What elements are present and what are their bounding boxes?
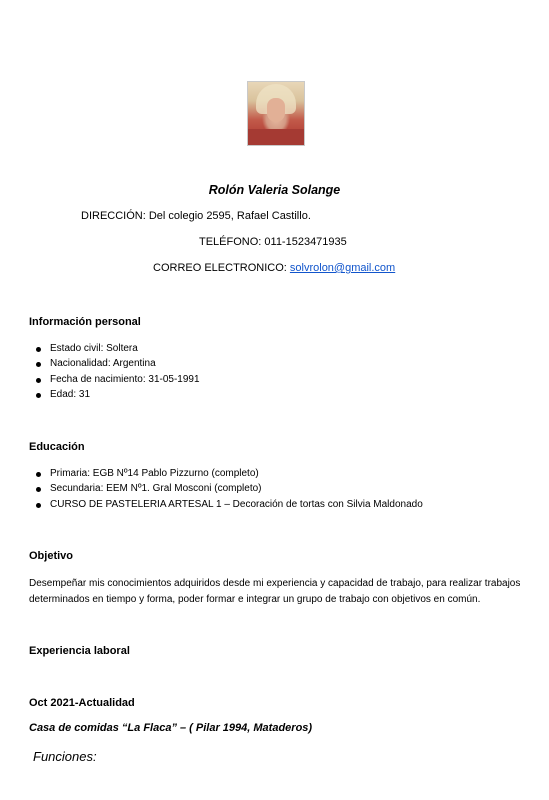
functions-label: Funciones:: [33, 749, 97, 764]
objective-heading: Objetivo: [29, 550, 74, 562]
job-period: Oct 2021-Actualidad: [29, 697, 135, 709]
candidate-name: Rolón Valeria Solange: [208, 183, 341, 197]
list-item: Edad: 31: [29, 387, 200, 402]
personal-info-heading: Información personal: [29, 316, 141, 328]
list-item: CURSO DE PASTELERIA ARTESAL 1 – Decoración de tortas con Silvia Maldonado: [29, 497, 423, 512]
list-item: Secundaria: EEM Nº1. Gral Mosconi (completo): [29, 481, 423, 496]
phone-line: TELÉFONO: 011-1523471935: [199, 236, 347, 248]
personal-info-list: [29, 341, 200, 402]
experience-heading: Experiencia laboral: [29, 645, 130, 657]
list-item: Nacionalidad: Argentina: [29, 356, 200, 371]
email-link[interactable]: solvrolon@gmail.com: [289, 262, 396, 274]
education-heading: Educación: [29, 441, 85, 453]
address-line: DIRECCIÓN: Del colegio 2595, Rafael Castillo.: [81, 210, 311, 222]
list-item: Primaria: EGB Nº14 Pablo Pizzurno (completo): [29, 466, 423, 481]
list-item: Estado civil: Soltera: [29, 341, 200, 356]
objective-text: Desempeñar mis conocimientos adquiridos desde mi experiencia y capacidad de trabajo, para realizar trabajos determinados en tiempo y forma, poder formar e integrar un grupo de trabajo con objetivos en común.: [29, 578, 521, 605]
photo-face: [267, 98, 285, 122]
email-line: [153, 262, 395, 274]
email-label: CORREO ELECTRONICO:: [153, 262, 290, 274]
education-list: [29, 466, 423, 512]
photo-shirt: [248, 129, 304, 145]
list-item: Fecha de nacimiento: 31-05-1991: [29, 372, 200, 387]
profile-photo: [247, 81, 305, 146]
job-place: Casa de comidas “La Flaca” – ( Pilar 1994, Mataderos): [29, 722, 313, 734]
